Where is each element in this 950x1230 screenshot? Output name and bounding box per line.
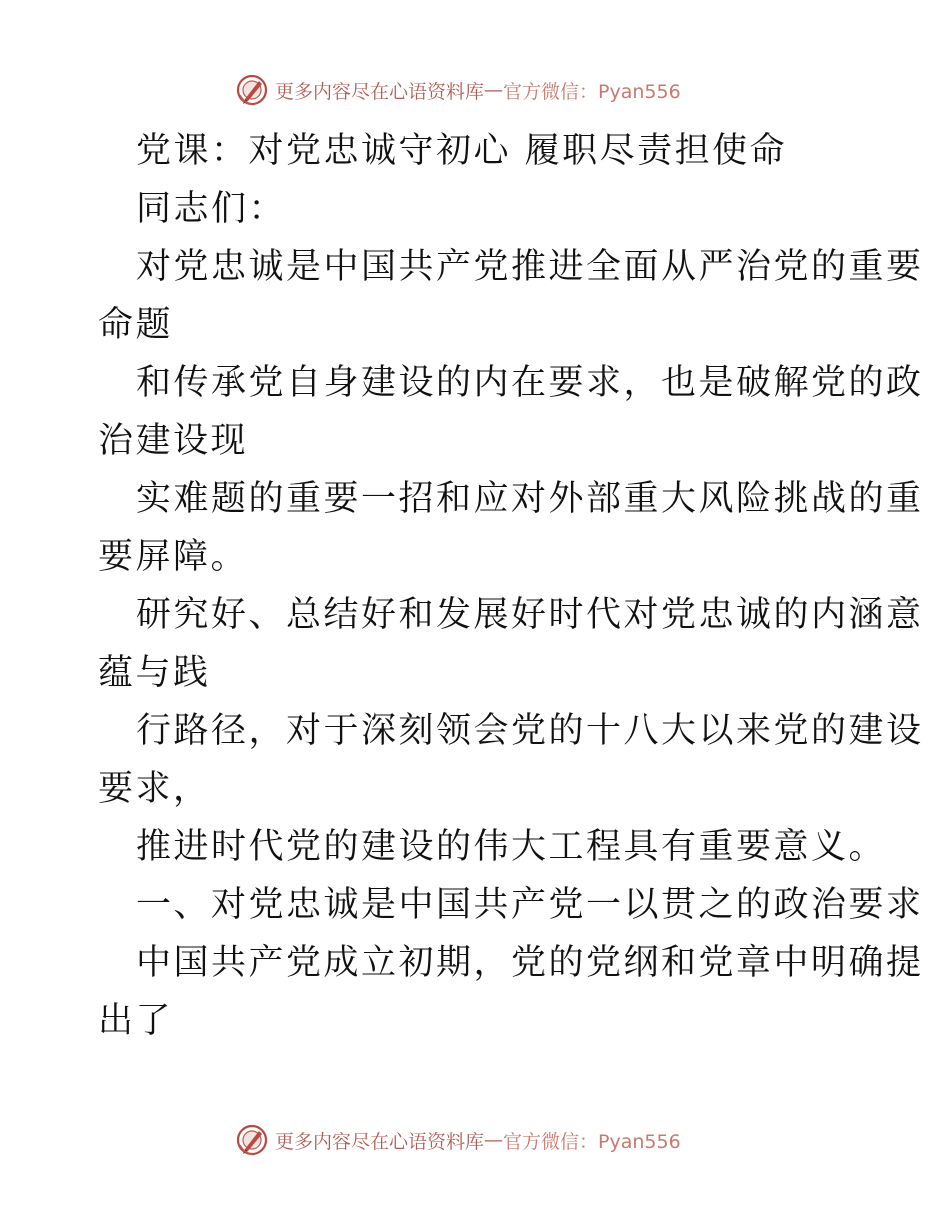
pen-logo-icon [235, 1123, 269, 1157]
document-body [98, 122, 924, 1050]
paragraph-line: 对党忠诚是中国共产党推进全面从严治党的重要 [136, 247, 924, 287]
paragraph-line: 要求， [98, 769, 211, 809]
paragraph-line: 出了 [98, 1001, 174, 1041]
paragraph-line: 命题 [98, 305, 174, 345]
document-title: 党课：对党忠诚守初心 履职尽责担使命 [136, 131, 788, 171]
paragraph-line: 研究好、总结好和发展好时代对党忠诚的内涵意 [136, 595, 924, 635]
banner-dash: — [484, 79, 504, 101]
paragraph-line: 行路径，对于深刻领会党的十八大以来党的建设 [136, 711, 924, 751]
section-heading: 一、对党忠诚是中国共产党一以贯之的政治要求 [136, 885, 924, 925]
banner-text: 更多内容尽在心语资料库 [275, 80, 485, 103]
banner-text: 更多内容尽在心语资料库 [275, 1130, 485, 1153]
paragraph-line: 实难题的重要一招和应对外部重大风险挑战的重 [136, 479, 924, 519]
paragraph-line: 推进时代党的建设的伟大工程具有重要意义。 [136, 827, 887, 867]
banner-wechat: 官方微信：Pyan556 [503, 1130, 681, 1153]
paragraph-line: 要屏障。 [98, 537, 249, 577]
banner-wechat: 官方微信：Pyan556 [503, 80, 681, 103]
paragraph-line: 治建设现 [98, 421, 249, 461]
header-banner [235, 72, 715, 108]
banner-dash: — [484, 1129, 504, 1151]
pen-logo-icon [235, 73, 269, 107]
paragraph-line: 和传承党自身建设的内在要求，也是破解党的政 [136, 363, 924, 403]
salutation: 同志们： [136, 189, 287, 229]
paragraph-line: 蕴与践 [98, 653, 211, 693]
paragraph-line: 中国共产党成立初期，党的党纲和党章中明确提 [136, 943, 924, 983]
footer-banner [235, 1122, 715, 1158]
